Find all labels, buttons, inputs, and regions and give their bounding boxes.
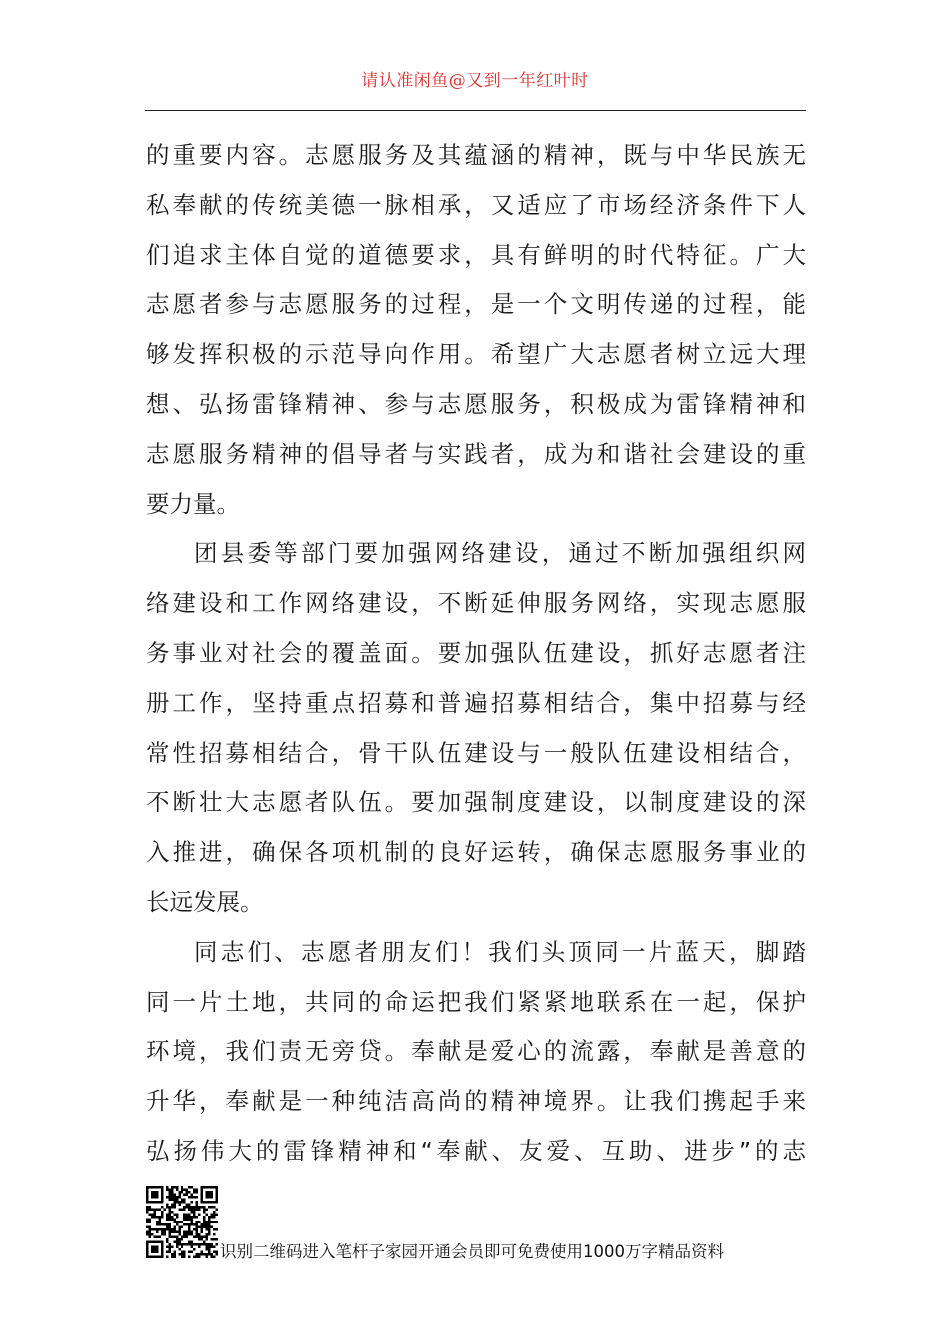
body-line: 不断壮大志愿者队伍。要加强制度建设，以制度建设的深 [146,788,806,817]
body-line: 私奉献的传统美德一脉相承，又适应了市场经济条件下人 [146,190,806,219]
body-line: 长远发展。 [146,887,264,916]
document-body [146,131,806,1177]
qr-code-icon [146,1186,218,1258]
body-line: 入推进，确保各项机制的良好运转，确保志愿服务事业的 [146,838,806,867]
body-line: 想、弘扬雷锋精神、参与志愿服务，积极成为雷锋精神和 [146,389,806,418]
page-footer [146,1186,816,1266]
footer-promo-text: 识别二维码进入笔杆子家园开通会员即可免费使用1000万字精品资料 [220,1242,724,1261]
body-line: 够发挥积极的示范导向作用。希望广大志愿者树立远大理 [146,340,806,369]
body-line: 同志们、志愿者朋友们！我们头顶同一片蓝天，脚踏 [194,937,806,966]
body-line: 们追求主体自觉的道德要求，具有鲜明的时代特征。广大 [146,240,806,269]
body-line: 同一片土地，共同的命运把我们紧紧地联系在一起，保护 [146,987,806,1016]
body-line: 志愿者参与志愿服务的过程，是一个文明传递的过程，能 [146,290,806,319]
body-line: 要力量。 [146,489,240,518]
body-line: 络建设和工作网络建设，不断延伸服务网络，实现志愿服 [146,589,806,618]
page-header: 请认准闲鱼@又到一年红叶时 [361,71,589,91]
body-line: 环境，我们责无旁贷。奉献是爱心的流露，奉献是善意的 [146,1037,806,1066]
body-line: 弘扬伟大的雷锋精神和“奉献、友爱、互助、进步”的志 [146,1136,806,1165]
body-line: 常性招募相结合，骨干队伍建设与一般队伍建设相结合， [146,738,806,767]
body-line: 的重要内容。志愿服务及其蕴涵的精神，既与中华民族无 [146,141,806,169]
header-divider [145,110,806,111]
body-line: 升华，奉献是一种纯洁高尚的精神境界。让我们携起手来 [146,1087,806,1116]
body-line: 册工作，坚持重点招募和普遍招募相结合，集中招募与经 [146,688,806,717]
body-line: 务事业对社会的覆盖面。要加强队伍建设，抓好志愿者注 [146,638,806,667]
body-line: 团县委等部门要加强网络建设，通过不断加强组织网 [194,539,806,568]
body-line: 志愿服务精神的倡导者与实践者，成为和谐社会建设的重 [146,439,806,468]
